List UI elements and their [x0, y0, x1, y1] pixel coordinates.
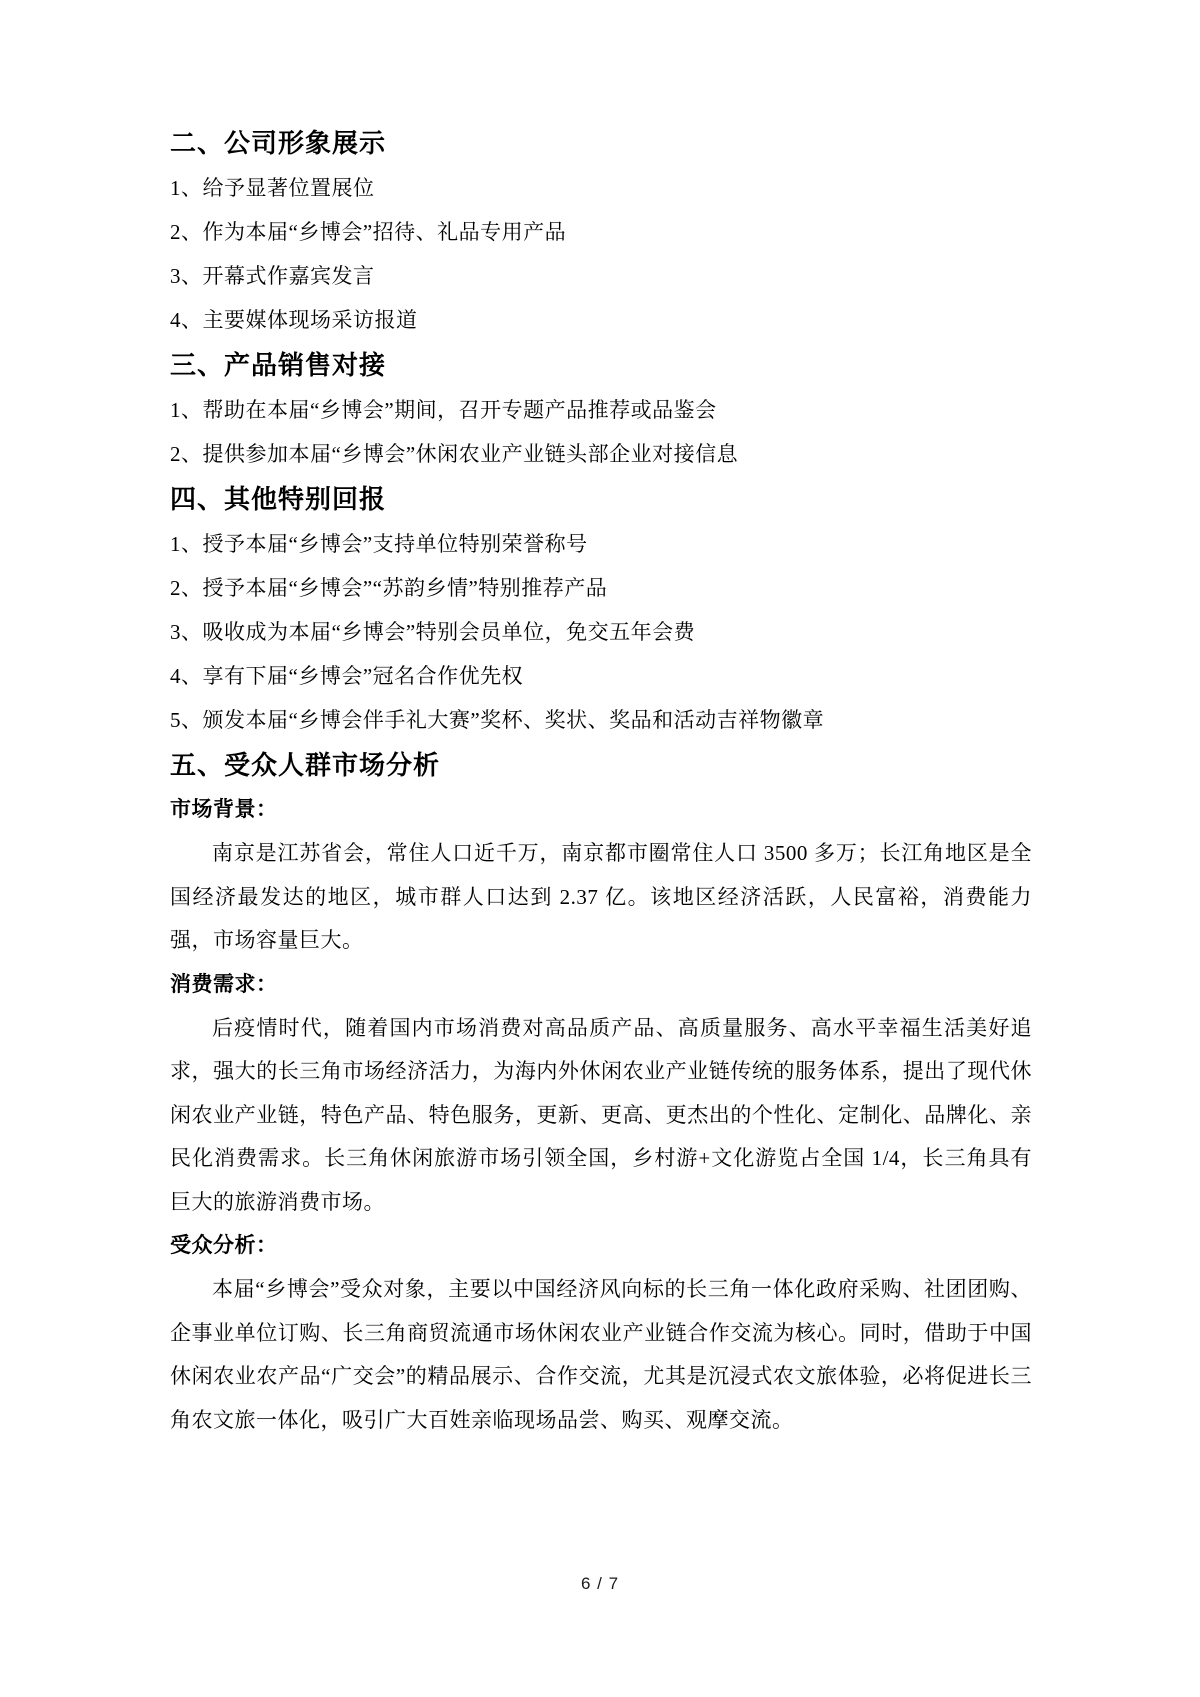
list-item: 2、提供参加本届“乡博会”休闲农业产业链头部企业对接信息	[170, 442, 739, 466]
paragraph: 后疫情时代，随着国内市场消费对高品质产品、高质量服务、高水平幸福生活美好追求，强大的长三角市场经济活力，为海内外休闲农业产业链传统的服务体系，提出了现代休闲农业产业链，特色产品、特色服务，更新、更高、更杰出的个性化、定制化、品牌化、亲民化消费需求。长三角休闲旅游市场引领全国，乡村游+文化游览占全国 1/4，长三角具有巨大的旅游消费市场。	[170, 1015, 1032, 1214]
list-item: 5、颁发本届“乡博会伴手礼大赛”奖杯、奖状、奖品和活动吉祥物徽章	[170, 708, 825, 732]
list-item: 2、作为本届“乡博会”招待、礼品专用产品	[170, 220, 567, 244]
subsection-label: 受众分析：	[170, 1234, 278, 1257]
paragraph: 本届“乡博会”受众对象，主要以中国经济风向标的长三角一体化政府采购、社团团购、企事业单位订购、长三角商贸流通市场休闲农业产业链合作交流为核心。同时，借助于中国休闲农业农产品“广交会”的精品展示、合作交流，尤其是沉浸式农文旅体验，必将促进长三角农文旅一体化，吸引广大百姓亲临现场品尝、购买、观摩交流。	[170, 1277, 1032, 1432]
list-item: 4、主要媒体现场采访报道	[170, 308, 418, 332]
page-number: 6 / 7	[580, 1574, 620, 1593]
list-item: 2、授予本届“乡博会”“苏韵乡情”特别推荐产品	[170, 576, 608, 600]
paragraph: 南京是江苏省会，常住人口近千万，南京都市圈常住人口 3500 多万；长江角地区是全国经济最发达的地区，城市群人口达到 2.37 亿。该地区经济活跃，人民富裕，消费能力强，市场容量巨大。	[170, 841, 1032, 952]
subsection-label: 市场背景：	[170, 798, 278, 821]
section-heading: 三、产品销售对接	[170, 350, 387, 380]
section-heading: 五、受众人群市场分析	[170, 750, 441, 780]
list-item: 4、享有下届“乡博会”冠名合作优先权	[170, 664, 524, 688]
list-item: 1、给予显著位置展位	[170, 176, 375, 200]
list-item: 3、吸收成为本届“乡博会”特别会员单位，免交五年会费	[170, 620, 696, 644]
section-heading: 四、其他特别回报	[170, 484, 387, 514]
section-heading: 二、公司形象展示	[170, 128, 387, 158]
list-item: 1、帮助在本届“乡博会”期间，召开专题产品推荐或品鉴会	[170, 398, 717, 422]
list-item: 1、授予本届“乡博会”支持单位特别荣誉称号	[170, 532, 588, 556]
subsection-label: 消费需求：	[170, 972, 278, 996]
document-content	[170, 120, 1032, 1442]
list-item: 3、开幕式作嘉宾发言	[170, 264, 375, 288]
